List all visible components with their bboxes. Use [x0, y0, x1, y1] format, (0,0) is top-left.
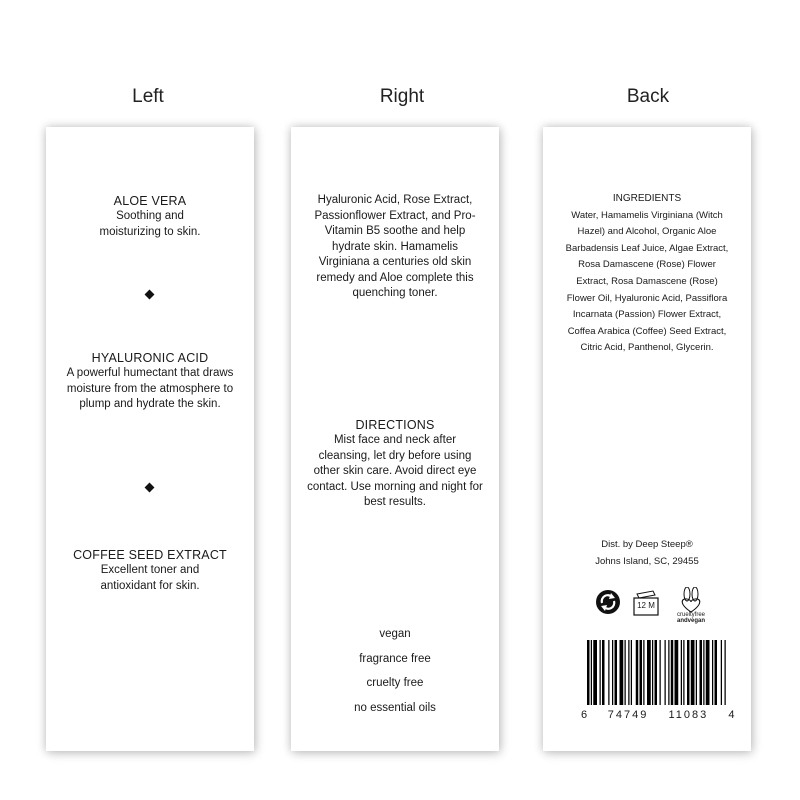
aloe-vera-section [46, 193, 254, 240]
ingredients-text: Water, Hamamelis Virginiana (Witch Hazel) and Alcohol, Organic Aloe Barbadensis Leaf Juice, Algae Extract, Rosa Damascene (Rose) Flower Extract, Rosa Damascene (Rose) Flower Oil, Hyaluronic Acid, Passiflora Incarnata (Passion) Flower Extract, Coffea Arabica (Coffee) Seed Extract, Citric Acid, Panthenol, Glycerin. [565, 209, 729, 354]
barcode-bar [660, 640, 661, 705]
barcode-bar [631, 640, 632, 705]
barcode-bar [696, 640, 697, 705]
back-panel-title: Back [626, 86, 670, 107]
distributor-info [543, 537, 751, 570]
ingredients-heading: INGREDIENTS [612, 193, 682, 204]
barcode-bar [593, 640, 597, 705]
barcode-bar [608, 640, 609, 705]
barcode-digit-group-1: 74749 [607, 709, 649, 721]
claim-no-essential-oils: no essential oils [354, 701, 436, 714]
barcode-bar [675, 640, 679, 705]
claim-cruelty-free: cruelty free [366, 677, 424, 689]
barcode-bar [628, 640, 629, 705]
barcode-bar [652, 640, 653, 705]
coffee-seed-section [46, 547, 254, 594]
claim-fragrance-free: fragrance free [359, 652, 431, 665]
aloe-vera-heading: ALOE VERA [113, 194, 187, 208]
barcode-bar [612, 640, 613, 705]
barcode-digit-group-2: 11083 [668, 709, 709, 721]
directions-text: Mist face and neck after cleansing, let dry before using other skin care. Avoid direct eye contact. Use morning and night for best results. [307, 434, 483, 508]
right-panel-intro: Hyaluronic Acid, Rose Extract, Passionflower Extract, and Pro-Vitamin B5 soothe and help hydrate skin. Hamamelis Virginiana a centuries old skin remedy and Aloe complete this quenching toner. [314, 194, 476, 299]
directions-section [291, 417, 499, 511]
barcode-bar [636, 640, 639, 705]
barcode-bar [683, 640, 684, 705]
barcode-bar [703, 640, 704, 705]
hyaluronic-acid-text: A powerful humectant that draws moisture from the atmosphere to plump and hydrate the skin. [66, 367, 234, 410]
barcode-bar [655, 640, 658, 705]
pao-label: 12 M [637, 601, 655, 610]
aloe-vera-text: Soothing and moisturizing to skin. [99, 210, 201, 238]
distributor-line-1: Dist. by Deep Steep® [601, 539, 693, 550]
barcode-bar [602, 640, 605, 705]
ingredients-section [543, 191, 751, 357]
barcode-bar [671, 640, 674, 705]
barcode-bar [691, 640, 695, 705]
left-panel [46, 127, 254, 751]
hyaluronic-acid-section [46, 350, 254, 413]
divider-diamond [145, 290, 155, 300]
coffee-seed-heading: COFFEE SEED EXTRACT [73, 548, 227, 562]
barcode-bar [591, 640, 592, 705]
barcode-bar [721, 640, 722, 705]
right-panel [291, 127, 499, 751]
barcode-digit-lead: 6 [581, 709, 588, 721]
barcode-bar [706, 640, 710, 705]
period-after-opening-icon [631, 589, 661, 617]
barcode-digits [581, 709, 735, 721]
barcode-bar [681, 640, 682, 705]
barcode-bar [647, 640, 651, 705]
claim-vegan: vegan [379, 628, 411, 640]
barcode-bar [725, 640, 726, 705]
barcode-bar [700, 640, 703, 705]
barcode-bar [587, 640, 590, 705]
distributor-line-2: Johns Island, SC, 29455 [595, 555, 699, 567]
barcode-bar [625, 640, 626, 705]
barcode-bar [665, 640, 666, 705]
left-panel-title: Left [132, 86, 164, 107]
and-vegan-label: andvegan [676, 618, 705, 624]
barcode-bar [640, 640, 643, 705]
claims-list [291, 622, 499, 720]
hyaluronic-acid-heading: HYALURONIC ACID [91, 351, 209, 365]
barcode [587, 640, 727, 705]
coffee-seed-text: Excellent toner and antioxidant for skin. [100, 564, 200, 592]
barcode-bar [668, 640, 669, 705]
barcode-bar [600, 640, 601, 705]
barcode-digit-check: 4 [728, 709, 735, 721]
barcode-bar [615, 640, 618, 705]
divider-diamond [145, 483, 155, 493]
directions-heading: DIRECTIONS [355, 418, 435, 432]
barcode-bar [620, 640, 624, 705]
cruelty-free-bunny-icon [673, 587, 709, 625]
barcode-bar [715, 640, 718, 705]
certification-icons [543, 587, 751, 625]
back-panel [543, 127, 751, 751]
cruelty-free-label: crueltyfree [676, 612, 705, 618]
barcode-bar [643, 640, 644, 705]
right-panel-title: Right [379, 86, 425, 107]
barcode-bar [712, 640, 713, 705]
recycle-icon [595, 589, 621, 615]
barcode-bar [687, 640, 690, 705]
